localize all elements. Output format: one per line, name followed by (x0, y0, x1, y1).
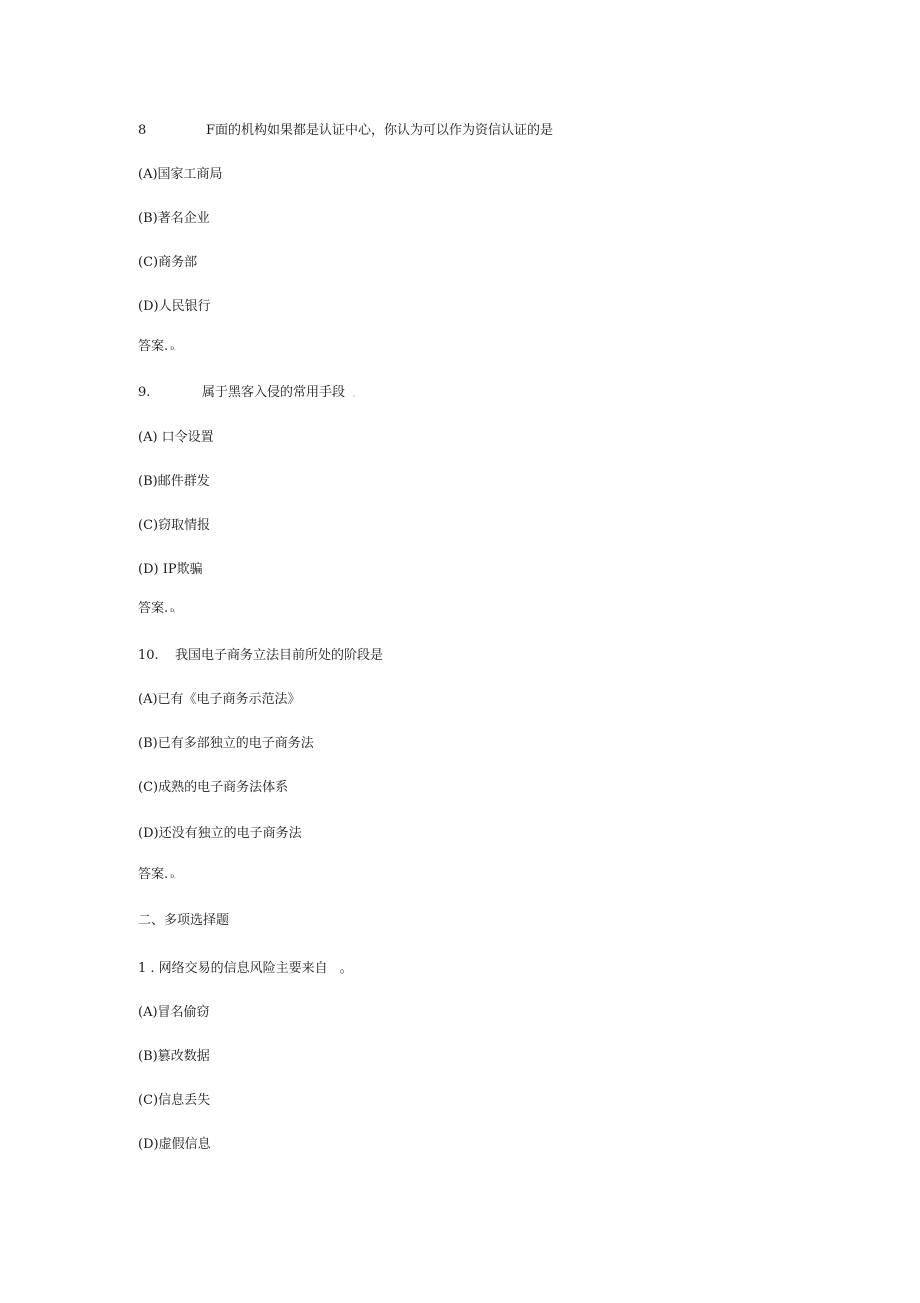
question-number: 9. (138, 385, 151, 400)
answer-label: 答案. (138, 339, 169, 354)
multi-question-1-stem (138, 961, 353, 977)
q8-answer (138, 339, 176, 357)
q10-option-a: (A)已有《电子商务示范法》 (138, 692, 301, 707)
m1-option-a: (A)冒名偷窃 (138, 1005, 210, 1020)
q10-option-c: (C)成熟的电子商务法体系 (138, 780, 289, 795)
question-text: 1 . 网络交易的信息风险主要来自 (138, 961, 328, 976)
question-suffix: 。 (353, 392, 359, 398)
question-text: F面的机构如果都是认证中心，你认为可以作为资信认证的是 (206, 123, 554, 138)
q9-option-c: (C)窃取情报 (138, 518, 211, 533)
section-title: 二、多项选择题 (138, 913, 230, 928)
question-number: 10. (138, 648, 159, 663)
question-9-stem (138, 385, 358, 403)
answer-value: D, (170, 608, 176, 614)
q8-option-b: (B)著名企业 (138, 211, 210, 226)
answer-value: D, (170, 874, 176, 880)
q9-option-b: (B)邮件群发 (138, 474, 210, 489)
q10-option-b: (B)已有多部独立的电子商务法 (138, 736, 314, 751)
q10-option-d: (D)还没有独立的电子商务法 (138, 826, 302, 841)
q8-option-d: (D)人民银行 (138, 299, 211, 314)
answer-label: 答案. (138, 867, 169, 882)
answer-label: 答案. (138, 601, 169, 616)
question-8-stem (138, 123, 553, 139)
q10-answer (138, 867, 176, 885)
q8-option-c: (C)商务部 (138, 255, 198, 270)
question-text: 我国电子商务立法目前所处的阶段是 (175, 648, 384, 663)
q9-option-a: (A) 口令设置 (138, 430, 214, 445)
question-10-stem (138, 648, 383, 664)
question-suffix: 。 (339, 961, 353, 976)
q9-answer (138, 601, 176, 619)
m1-option-c: (C)信息丢失 (138, 1093, 211, 1108)
m1-option-d: (D)虚假信息 (138, 1137, 211, 1152)
question-number: 8 (138, 123, 147, 138)
q9-option-d: (D) IP欺骗 (138, 562, 203, 577)
m1-option-b: (B)篡改数据 (138, 1049, 210, 1064)
question-text: 属于黑客入侵的常用手段 (202, 385, 346, 400)
q8-option-a: (A)国家工商局 (138, 167, 223, 182)
answer-value: D, (170, 346, 176, 352)
